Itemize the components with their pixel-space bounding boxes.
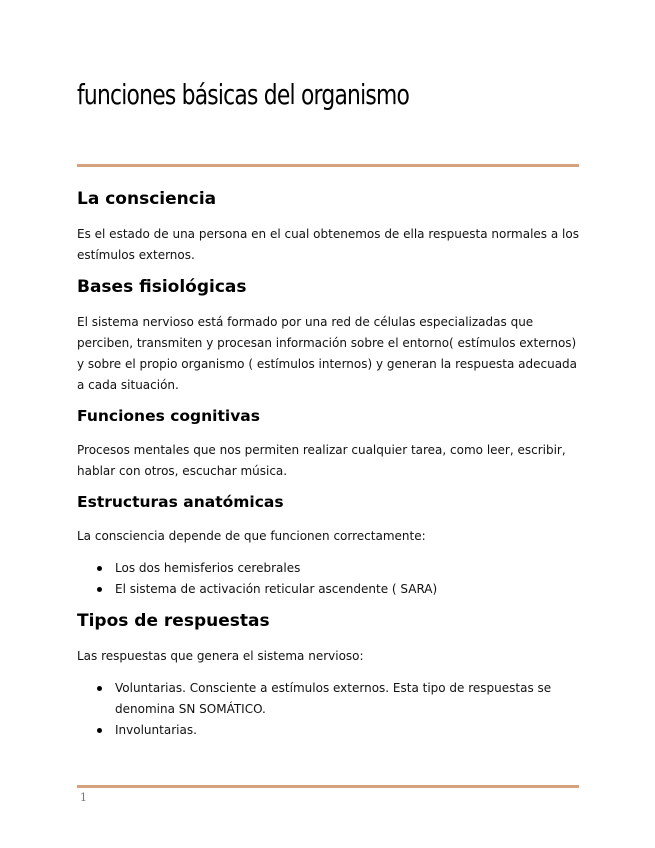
footer-divider (77, 785, 579, 788)
section-paragraph: Las respuestas que genera el sistema nervioso: (77, 649, 364, 663)
list-item-text: Voluntarias. Consciente a estímulos externos. Esta tipo de respuestas se denomina SN SOMÁTICO. (115, 681, 552, 716)
list-item (77, 720, 579, 741)
bullet-icon (97, 728, 102, 733)
section-heading: Tipos de respuestas (77, 611, 270, 631)
section-paragraph: El sistema nervioso está formado por una red de células especializadas que perciben, transmiten y procesan información sobre el entorno( estímulos externos) y sobre el propio organismo ( estímulos internos) y generan la respuesta adecuada a cada situación. (77, 315, 578, 392)
page-number: 1 (80, 791, 87, 804)
bullet-icon (97, 566, 102, 571)
section-heading: Funciones cognitivas (77, 407, 260, 425)
list-item-text: Involuntarias. (115, 723, 197, 737)
document-title: funciones básicas del organismo (77, 78, 410, 111)
bullet-icon (97, 587, 102, 592)
section-consciencia (77, 185, 579, 266)
list-item (77, 558, 579, 579)
document-body (77, 185, 579, 741)
section-heading: Bases fisiológicas (77, 277, 247, 297)
bullet-icon (97, 686, 102, 691)
list-item-text: Los dos hemisferios cerebrales (115, 561, 301, 575)
title-divider (77, 164, 579, 167)
section-heading: Estructuras anatómicas (77, 493, 284, 511)
section-funciones-cognitivas (77, 403, 579, 482)
list-item-text: El sistema de activación reticular ascendente ( SARA) (115, 582, 438, 596)
section-paragraph: La consciencia depende de que funcionen correctamente: (77, 529, 426, 543)
section-bases-fisiologicas (77, 273, 579, 396)
section-paragraph: Es el estado de una persona en el cual obtenemos de ella respuesta normales a los estímulos externos. (77, 227, 579, 262)
bullet-list (77, 678, 579, 741)
section-paragraph: Procesos mentales que nos permiten realizar cualquier tarea, como leer, escribir, hablar con otros, escuchar música. (77, 443, 566, 478)
list-item (77, 579, 579, 600)
section-estructuras-anatomicas (77, 489, 579, 600)
section-tipos-de-respuestas (77, 607, 579, 741)
section-heading: La consciencia (77, 189, 217, 209)
bullet-list (77, 558, 579, 600)
document-page (77, 0, 579, 848)
list-item (77, 678, 579, 720)
